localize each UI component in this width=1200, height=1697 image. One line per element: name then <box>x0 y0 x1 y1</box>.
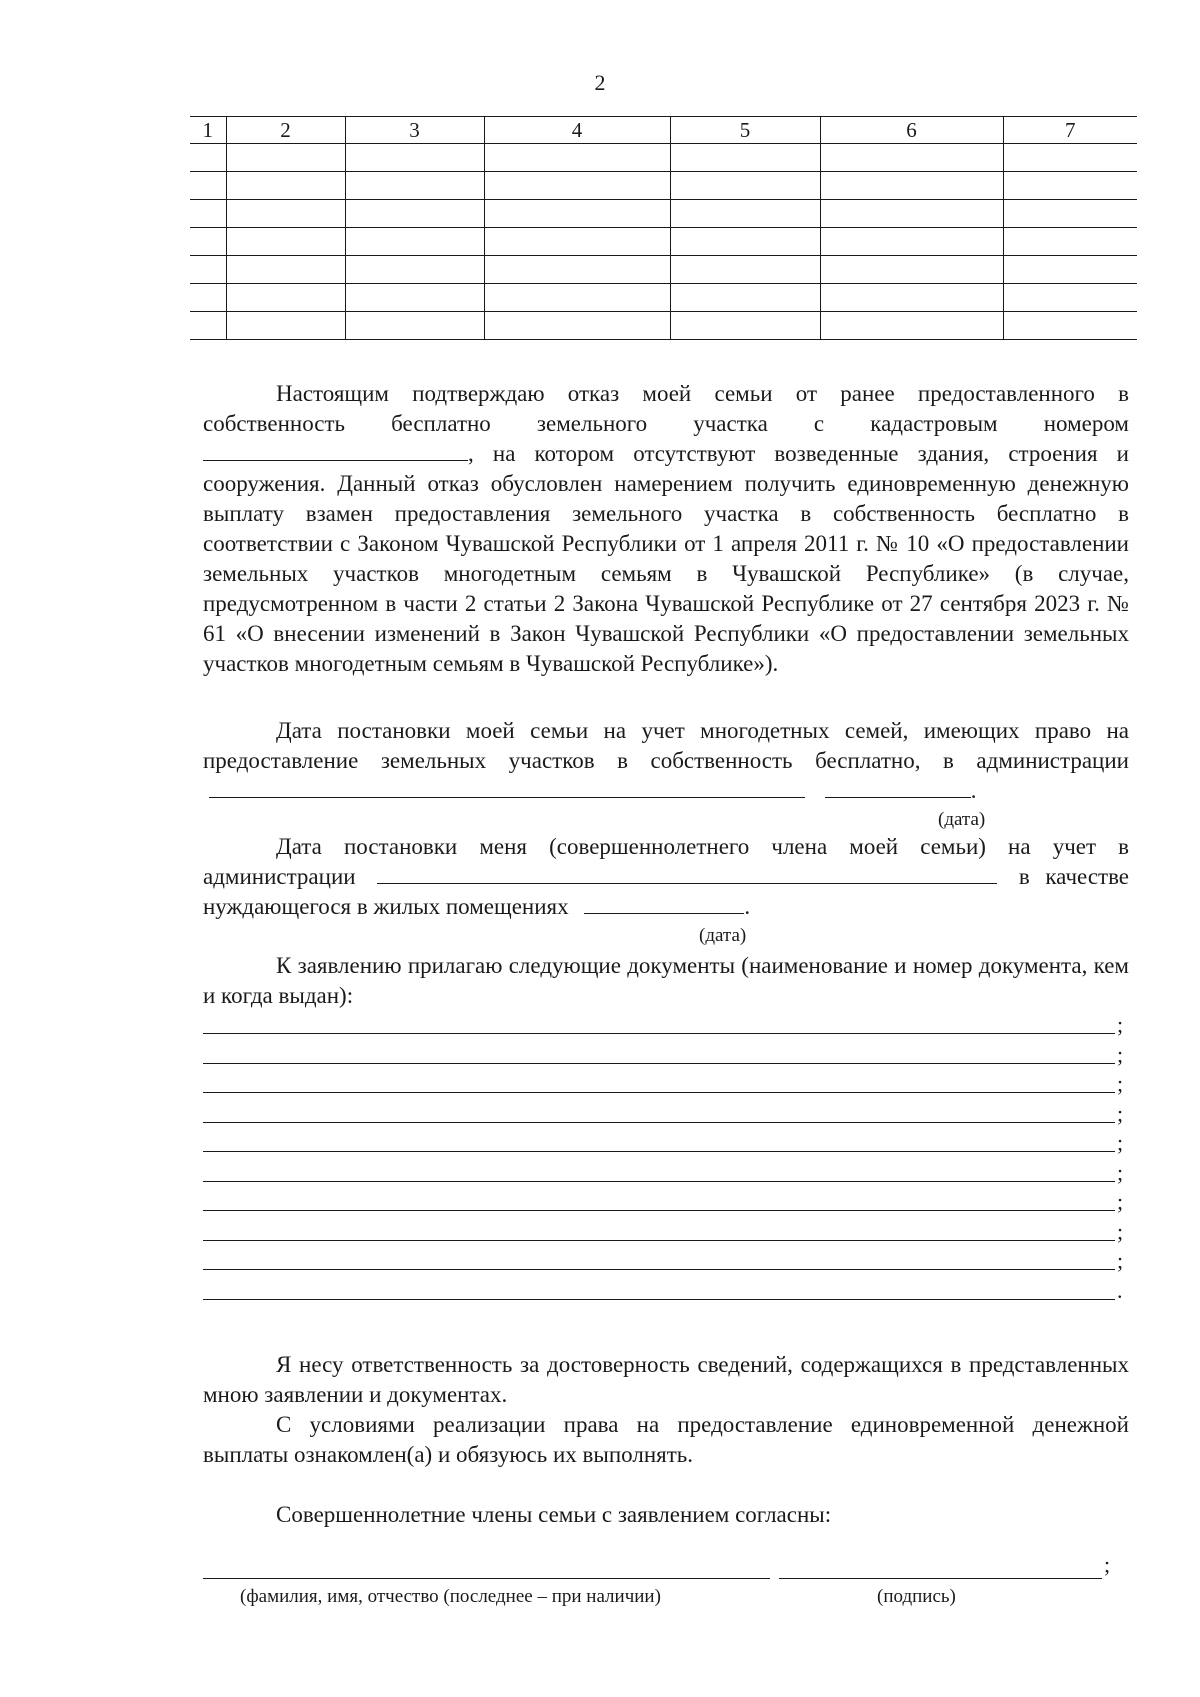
table-cell[interactable] <box>190 200 226 228</box>
attachment-line[interactable] <box>203 1040 1129 1068</box>
paragraph-responsibility: Я несу ответственность за достоверность сведений, содержащихся в представленных мною заявлении и документах. <box>203 1352 1129 1407</box>
table-cell[interactable] <box>345 172 484 200</box>
table-header-cell: 4 <box>484 117 670 144</box>
table-header-cell: 1 <box>190 117 226 144</box>
table-cell[interactable] <box>190 228 226 256</box>
housing-registration-text-2: в качестве нуждающегося в жилых помещениях <box>203 864 1130 919</box>
attachment-line-rule[interactable] <box>203 1122 1115 1123</box>
table-header-cell: 5 <box>670 117 820 144</box>
table-cell[interactable] <box>1003 172 1137 200</box>
table-cell[interactable] <box>1003 312 1137 340</box>
family-registration-text: Дата постановки моей семьи на учет многодетных семей, имеющих право на предоставление земельных участков в собственность бесплатно, в администрации <box>203 718 1129 773</box>
table-cell[interactable] <box>820 228 1003 256</box>
table-cell[interactable] <box>820 144 1003 172</box>
table-cell[interactable] <box>345 284 484 312</box>
table-cell[interactable] <box>670 200 820 228</box>
attachment-line-punct: ; <box>1117 1130 1124 1155</box>
administration-field-1[interactable] <box>209 777 805 798</box>
table-cell[interactable] <box>484 144 670 172</box>
table-cell[interactable] <box>345 144 484 172</box>
attachment-line[interactable] <box>203 1246 1129 1274</box>
table-cell[interactable] <box>820 172 1003 200</box>
table-cell[interactable] <box>345 312 484 340</box>
table-header-cell: 7 <box>1003 117 1137 144</box>
caption-signature: (подпись) <box>877 1586 956 1607</box>
table-cell[interactable] <box>226 172 345 200</box>
table-cell[interactable] <box>190 312 226 340</box>
table-cell[interactable] <box>345 200 484 228</box>
table-cell[interactable] <box>820 312 1003 340</box>
table-cell[interactable] <box>345 256 484 284</box>
table-cell[interactable] <box>484 284 670 312</box>
date-field-1[interactable] <box>825 777 971 798</box>
attachment-line-rule[interactable] <box>203 1063 1115 1064</box>
attachment-line-rule[interactable] <box>203 1181 1115 1182</box>
table-cell[interactable] <box>345 228 484 256</box>
table-cell[interactable] <box>484 172 670 200</box>
table-cell[interactable] <box>670 228 820 256</box>
table-cell[interactable] <box>1003 144 1137 172</box>
attachment-line-rule[interactable] <box>203 1151 1115 1152</box>
caption-name: (фамилия, имя, отчество (последнее – при наличии) <box>240 1586 661 1607</box>
table-cell[interactable] <box>670 172 820 200</box>
paragraph-attachments: К заявлению прилагаю следующие документы (наименование и номер документа, кем и когда выдан): <box>203 953 1129 1008</box>
attachment-line-rule[interactable] <box>203 1033 1115 1034</box>
date-field-2[interactable] <box>584 893 744 914</box>
table-cell[interactable] <box>190 172 226 200</box>
attachment-line[interactable] <box>203 1128 1129 1156</box>
table-cell[interactable] <box>670 256 820 284</box>
table-row <box>190 312 1137 340</box>
table-cell[interactable] <box>226 228 345 256</box>
data-table <box>190 116 1137 340</box>
attachment-line[interactable] <box>203 1187 1129 1215</box>
attachment-line[interactable] <box>203 1099 1129 1127</box>
attachment-line-rule[interactable] <box>203 1210 1115 1211</box>
attachment-line-punct: ; <box>1117 1189 1124 1214</box>
table-cell[interactable] <box>226 256 345 284</box>
table-cell[interactable] <box>190 144 226 172</box>
table-row <box>190 284 1137 312</box>
refusal-text-rest: , на котором отсутствуют возведенные здания, строения и сооружения. Данный отказ обусловлен намерением получить единовременную денежную выплату взамен предоставления земельного участка в собственность бесплатно в соответствии с Законом Чувашской Республики от 1 апреля 2011 г. № 10 «О предоставлении земельных участков многодетным семьям в Чувашской Республике» (в случае, предусмотренном в части 2 статьи 2 Закона Чувашской Республике от 27 сентября 2023 г. № 61 «О внесении изменений в Закон Чувашской Республики «О предоставлении земельных участков многодетным семьям в Чувашской Республике»). <box>203 441 1129 676</box>
attachment-line-rule[interactable] <box>203 1092 1115 1093</box>
table-cell[interactable] <box>484 312 670 340</box>
signature-line-punct: ; <box>1104 1552 1111 1577</box>
attachment-line-punct: ; <box>1117 1248 1124 1273</box>
table-cell[interactable] <box>820 284 1003 312</box>
attachment-line-rule[interactable] <box>203 1299 1115 1300</box>
paragraph-refusal <box>203 379 1129 679</box>
period: . <box>970 778 977 803</box>
table-cell[interactable] <box>190 256 226 284</box>
table-cell[interactable] <box>484 256 670 284</box>
attachment-line-punct: ; <box>1117 1218 1124 1244</box>
attachment-line-punct: ; <box>1117 1041 1124 1067</box>
table-row <box>190 144 1137 172</box>
attachment-line-rule[interactable] <box>203 1269 1115 1270</box>
attachment-line[interactable] <box>203 1010 1129 1038</box>
attachment-line-punct: . <box>1117 1277 1123 1303</box>
date-caption-2: (дата) <box>699 925 747 946</box>
table-row <box>190 200 1137 228</box>
family-member-name-field[interactable] <box>203 1550 770 1579</box>
date-caption-1: (дата) <box>938 809 986 830</box>
table-row <box>190 228 1137 256</box>
table-header-cell: 6 <box>820 117 1003 144</box>
paragraph-family-consent: Совершеннолетние члены семьи с заявлением согласны: <box>276 1502 832 1527</box>
attachment-line-rule[interactable] <box>203 1240 1115 1241</box>
attachment-line-punct: ; <box>1117 1012 1124 1037</box>
table-cell[interactable] <box>226 144 345 172</box>
table-cell[interactable] <box>820 200 1003 228</box>
administration-field-2[interactable] <box>377 863 997 884</box>
attachment-line-punct: ; <box>1117 1100 1124 1126</box>
table-cell[interactable] <box>1003 256 1137 284</box>
table-cell[interactable] <box>820 256 1003 284</box>
table-cell[interactable] <box>226 312 345 340</box>
table-cell[interactable] <box>190 284 226 312</box>
table-cell[interactable] <box>1003 200 1137 228</box>
refusal-text-start: Настоящим подтверждаю отказ моей семьи от ранее предоставленного в собственность бесплатно земельного участка с кадастровым номером <box>203 381 1129 436</box>
attachment-line[interactable] <box>203 1069 1129 1097</box>
attachment-line[interactable] <box>203 1158 1129 1186</box>
table-cell[interactable] <box>484 228 670 256</box>
attachment-line-punct: ; <box>1117 1159 1124 1185</box>
attachment-line[interactable] <box>203 1217 1129 1245</box>
family-member-signature-field[interactable] <box>779 1550 1102 1579</box>
paragraph-housing-registration <box>203 832 1129 922</box>
table-cell[interactable] <box>670 144 820 172</box>
table-cell[interactable] <box>226 284 345 312</box>
table-header-cell: 2 <box>226 117 345 144</box>
attachment-line[interactable] <box>203 1276 1129 1304</box>
table-cell[interactable] <box>1003 284 1137 312</box>
table-cell[interactable] <box>484 200 670 228</box>
paragraph-family-registration <box>203 716 1129 806</box>
table-cell[interactable] <box>1003 228 1137 256</box>
cadastral-number-field[interactable] <box>203 440 468 461</box>
table-body <box>190 144 1137 340</box>
paragraph-conditions: С условиями реализации права на предоставление единовременной денежной выплаты ознакомлен(а) и обязуюсь их выполнять. <box>203 1412 1129 1467</box>
table-cell[interactable] <box>226 200 345 228</box>
table-row <box>190 256 1137 284</box>
housing-registration-text: Дата постановки меня (совершеннолетнего члена моей семьи) на учет в администрации <box>203 834 1129 889</box>
table-cell[interactable] <box>670 284 820 312</box>
table-row <box>190 172 1137 200</box>
page-number: 2 <box>594 70 606 95</box>
period: . <box>744 894 751 919</box>
table-header-cell: 3 <box>345 117 484 144</box>
attachment-line-punct: ; <box>1117 1071 1124 1096</box>
table-header-row <box>190 117 1137 144</box>
table-cell[interactable] <box>670 312 820 340</box>
